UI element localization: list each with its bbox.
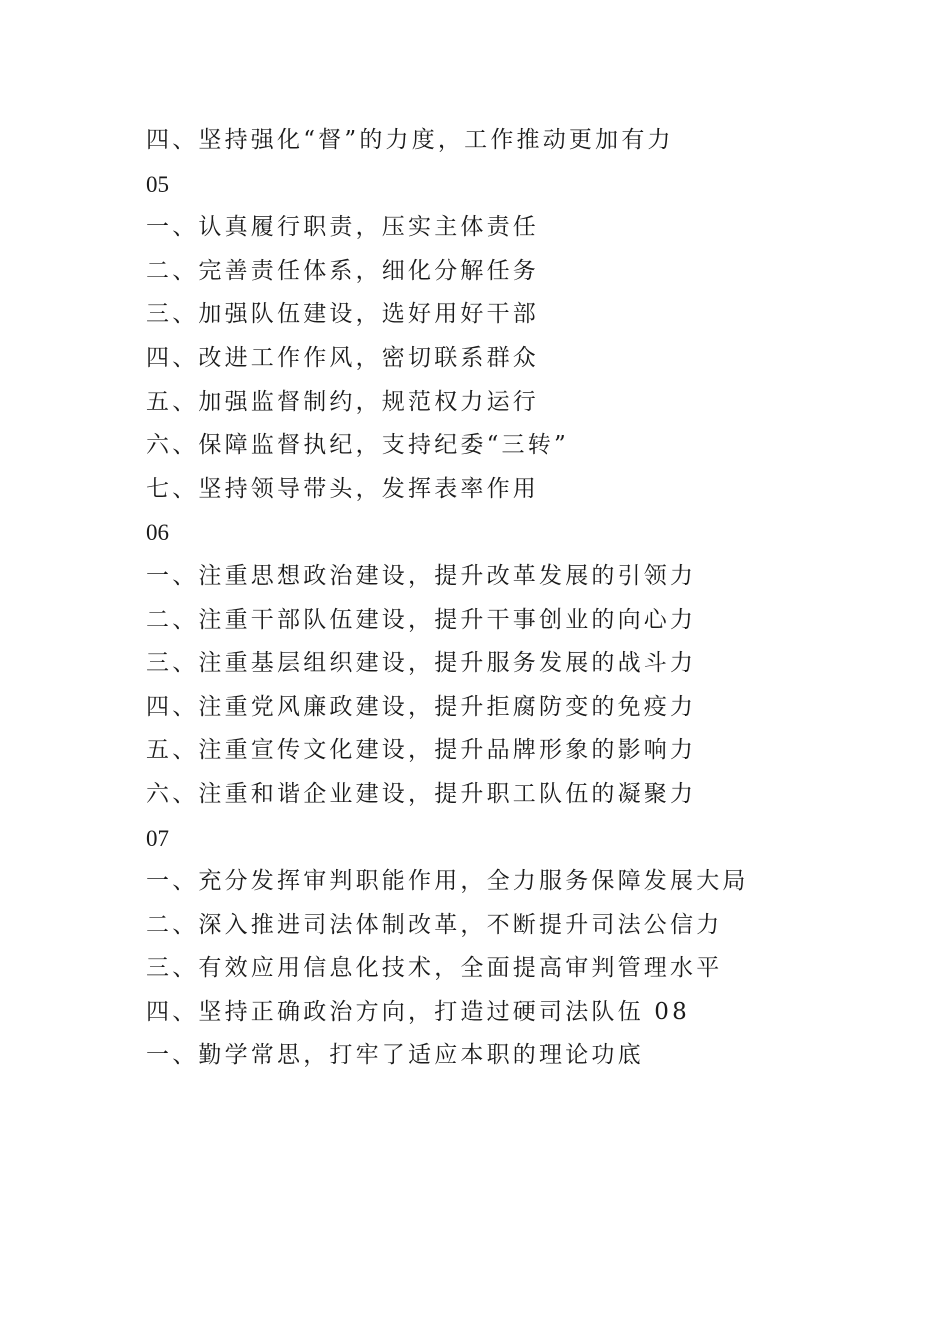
section-number: 06	[146, 520, 169, 546]
outline-item: 一、注重思想政治建设，提升改革发展的引领力	[146, 562, 697, 589]
outline-item: 三、有效应用信息化技术，全面提高审判管理水平	[146, 955, 723, 982]
outline-item: 三、注重基层组织建设，提升服务发展的战斗力	[146, 650, 697, 677]
outline-item: 二、完善责任体系，细化分解任务	[146, 257, 539, 284]
outline-item: 六、注重和谐企业建设，提升职工队伍的凝聚力	[146, 780, 697, 807]
outline-item: 一、充分发挥审判职能作用，全力服务保障发展大局	[146, 868, 749, 895]
outline-item: 一、认真履行职责，压实主体责任	[146, 214, 539, 241]
section-number: 05	[146, 171, 169, 197]
document-body	[146, 119, 846, 1078]
outline-item: 四、坚持强化“督”的力度，工作推动更加有力	[146, 127, 674, 153]
outline-item: 四、注重党风廉政建设，提升拒腐防变的免疫力	[146, 693, 697, 720]
section-number: 07	[146, 825, 169, 851]
outline-item: 三、加强队伍建设，选好用好干部	[146, 301, 539, 328]
outline-item: 二、深入推进司法体制改革，不断提升司法公信力	[146, 911, 723, 938]
outline-item: 二、注重干部队伍建设，提升干事创业的向心力	[146, 606, 697, 633]
outline-item: 四、坚持正确政治方向，打造过硬司法队伍 08	[146, 998, 690, 1025]
outline-item: 六、保障监督执纪，支持纪委“三转”	[146, 432, 569, 459]
outline-item: 五、加强监督制约，规范权力运行	[146, 388, 539, 415]
outline-item: 一、勤学常思，打牢了适应本职的理论功底	[146, 1042, 644, 1069]
outline-item: 五、注重宣传文化建设，提升品牌形象的影响力	[146, 737, 697, 764]
outline-item: 四、改进工作作风，密切联系群众	[146, 344, 539, 371]
outline-item: 七、坚持领导带头，发挥表率作用	[146, 475, 539, 502]
